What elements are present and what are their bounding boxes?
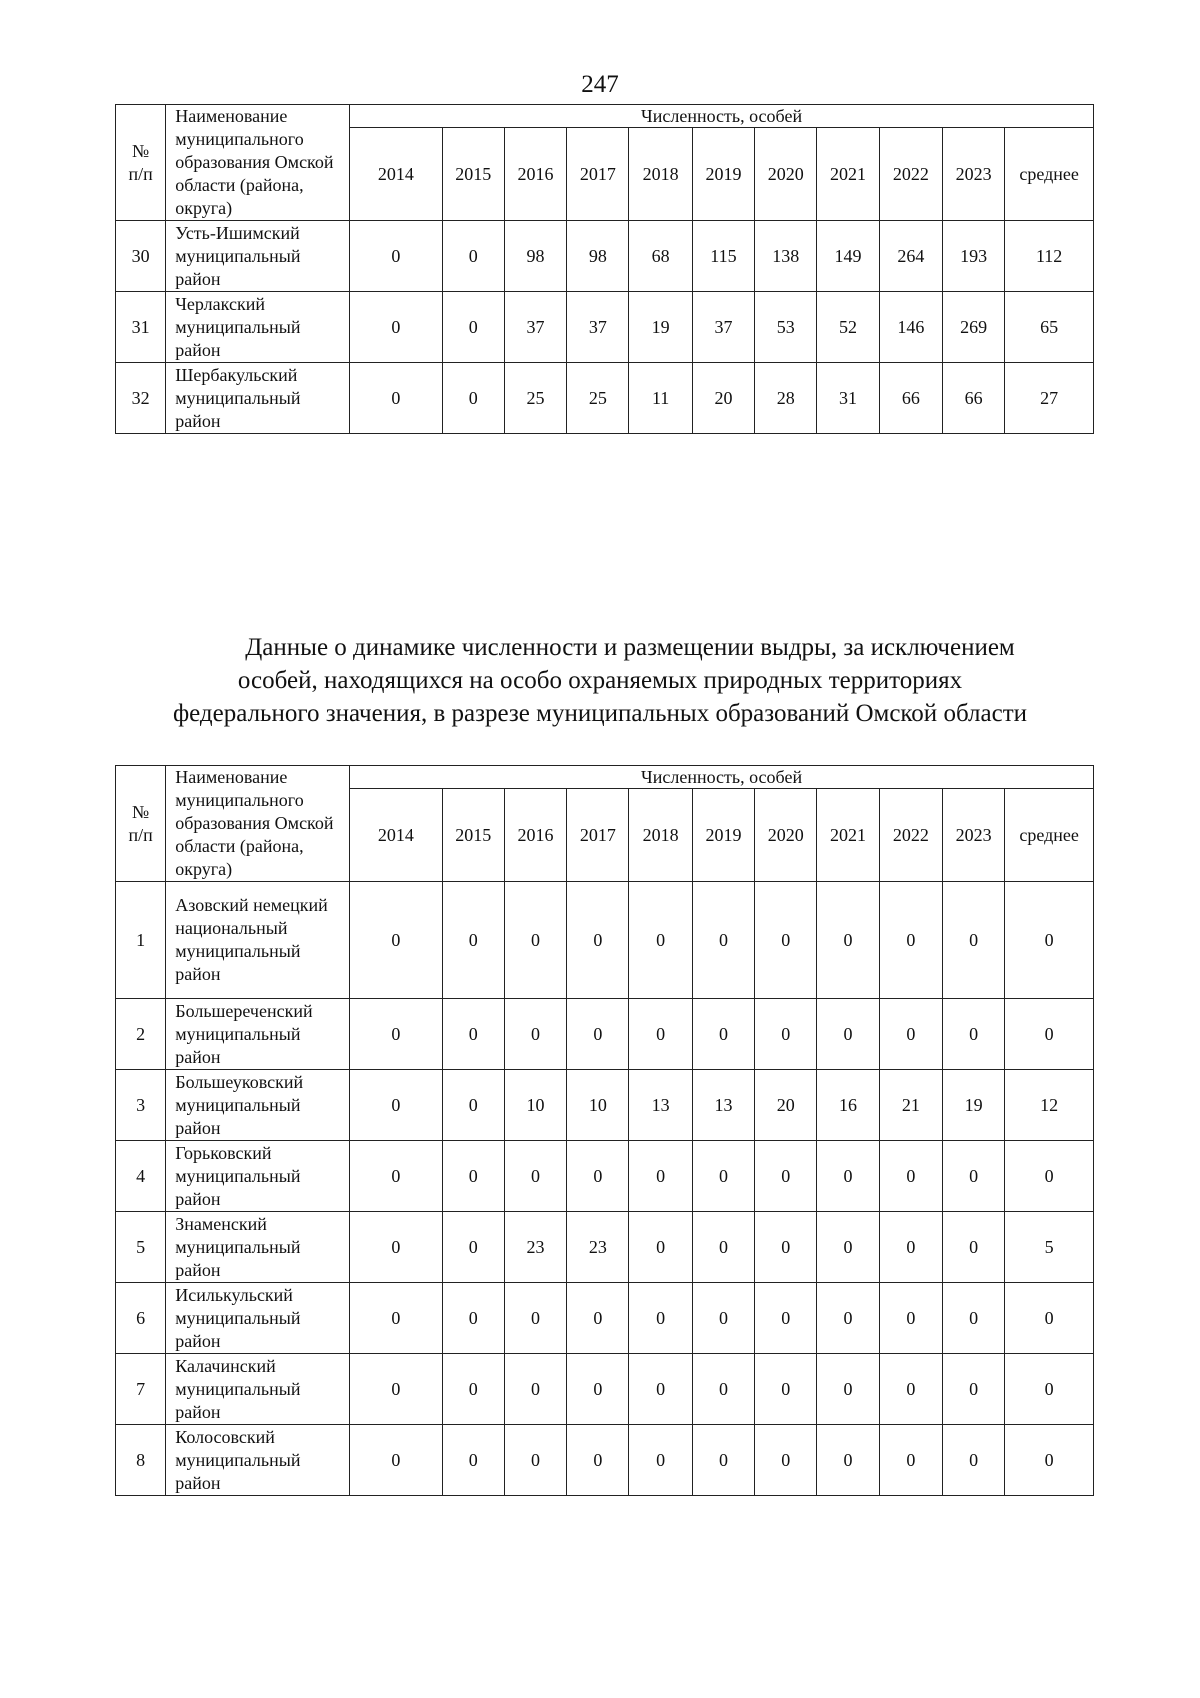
value-cell: 0 [1005,882,1094,999]
value-cell: 0 [943,1425,1005,1496]
row-number: 30 [116,221,166,292]
title-line: особей, находящихся на особо охраняемых природных территориях [237,667,963,694]
table-row [116,1283,1094,1354]
year-header: 2018 [629,128,692,221]
value-cell: 0 [879,1354,942,1425]
value-cell: 0 [442,1070,504,1141]
value-cell: 0 [692,1141,754,1212]
page-number: 247 [581,71,619,98]
value-cell: 0 [442,292,504,363]
value-cell: 146 [879,292,942,363]
value-cell: 0 [943,1141,1005,1212]
value-cell: 0 [879,1141,942,1212]
value-cell: 16 [817,1070,879,1141]
value-cell: 0 [567,999,629,1070]
value-cell: 0 [567,1425,629,1496]
value-cell: 0 [755,1212,817,1283]
title-line: Данные о динамике численности и размещении выдры, за исключением [245,634,1015,661]
year-header: 2019 [692,128,754,221]
value-cell: 0 [629,1212,692,1283]
value-cell: 0 [1005,1425,1094,1496]
value-cell: 0 [350,1425,442,1496]
district-name: Калачинский муниципальный район [166,1354,350,1425]
num-header: № п/п [116,766,166,882]
table-row [116,1070,1094,1141]
value-cell: 0 [442,999,504,1070]
value-cell: 149 [817,221,879,292]
value-cell: 0 [755,1283,817,1354]
value-cell: 12 [1005,1070,1094,1141]
district-name: Большереченский муниципальный район [166,999,350,1070]
value-cell: 0 [879,1425,942,1496]
value-cell: 0 [442,882,504,999]
row-number: 5 [116,1212,166,1283]
value-cell: 10 [567,1070,629,1141]
value-cell: 0 [350,363,442,434]
value-cell: 65 [1005,292,1094,363]
district-name: Черлакский муниципальный район [166,292,350,363]
value-cell: 68 [629,221,692,292]
row-number: 32 [116,363,166,434]
row-number: 6 [116,1283,166,1354]
district-name: Знаменский муниципальный район [166,1212,350,1283]
year-header: 2022 [879,128,942,221]
value-cell: 23 [504,1212,566,1283]
row-number: 4 [116,1141,166,1212]
district-name: Усть-Ишимский муниципальный район [166,221,350,292]
value-cell: 0 [943,999,1005,1070]
year-header: 2020 [755,789,817,882]
value-cell: 0 [442,1141,504,1212]
value-cell: 138 [755,221,817,292]
value-cell: 0 [504,1425,566,1496]
value-cell: 0 [629,1425,692,1496]
year-header: 2022 [879,789,942,882]
value-cell: 13 [692,1070,754,1141]
year-header: 2014 [350,128,442,221]
value-cell: 0 [1005,1283,1094,1354]
title-line: федерального значения, в разрезе муниципальных образований Омской области [172,700,1028,727]
value-cell: 0 [442,1425,504,1496]
table-row [116,999,1094,1070]
value-cell: 11 [629,363,692,434]
row-number: 7 [116,1354,166,1425]
value-cell: 0 [350,999,442,1070]
value-cell: 0 [442,1212,504,1283]
value-cell: 98 [504,221,566,292]
value-cell: 0 [629,1354,692,1425]
value-cell: 20 [755,1070,817,1141]
year-header: 2014 [350,789,442,882]
value-cell: 21 [879,1070,942,1141]
value-cell: 0 [350,221,442,292]
value-cell: 0 [567,1283,629,1354]
value-cell: 31 [817,363,879,434]
value-cell: 0 [943,1354,1005,1425]
value-cell: 0 [943,882,1005,999]
value-cell: 0 [504,882,566,999]
value-cell: 0 [817,1425,879,1496]
population-table-1 [115,104,1094,434]
value-cell: 0 [1005,1354,1094,1425]
value-cell: 115 [692,221,754,292]
table-row [116,292,1094,363]
value-cell: 0 [350,1070,442,1141]
value-cell: 98 [567,221,629,292]
value-cell: 19 [943,1070,1005,1141]
district-name: Исилькульский муниципальный район [166,1283,350,1354]
value-cell: 0 [504,1283,566,1354]
value-cell: 0 [692,1283,754,1354]
value-cell: 0 [442,1354,504,1425]
name-header: Наименование муниципального образования Омской области (района, округа) [166,766,350,882]
year-header: 2015 [442,789,504,882]
row-number: 1 [116,882,166,999]
year-header: 2023 [943,789,1005,882]
year-header: 2017 [567,128,629,221]
year-header: 2021 [817,789,879,882]
row-number: 2 [116,999,166,1070]
value-cell: 0 [567,1354,629,1425]
value-cell: 0 [629,1283,692,1354]
value-cell: 0 [817,1141,879,1212]
value-cell: 0 [755,1141,817,1212]
value-cell: 0 [442,363,504,434]
value-cell: 0 [629,882,692,999]
value-cell: 25 [504,363,566,434]
year-header: 2016 [504,789,566,882]
value-cell: 0 [442,221,504,292]
table-row [116,1354,1094,1425]
value-cell: 0 [350,1141,442,1212]
value-cell: 0 [817,1212,879,1283]
year-header: 2019 [692,789,754,882]
table-row [116,1212,1094,1283]
value-cell: 0 [504,1141,566,1212]
value-cell: 0 [504,1354,566,1425]
value-cell: 0 [755,882,817,999]
value-cell: 66 [943,363,1005,434]
district-name: Азовский немецкий национальный муниципальный район [166,882,350,999]
group-header: Численность, особей [350,766,1094,789]
value-cell: 25 [567,363,629,434]
value-cell: 0 [350,292,442,363]
value-cell: 20 [692,363,754,434]
value-cell: 53 [755,292,817,363]
value-cell: 269 [943,292,1005,363]
value-cell: 0 [879,1283,942,1354]
value-cell: 0 [817,882,879,999]
value-cell: 112 [1005,221,1094,292]
value-cell: 0 [504,999,566,1070]
table-row [116,882,1094,999]
table-row [116,363,1094,434]
value-cell: 0 [755,1354,817,1425]
district-name: Колосовский муниципальный район [166,1425,350,1496]
value-cell: 0 [350,1354,442,1425]
year-header: 2017 [567,789,629,882]
value-cell: 0 [755,1425,817,1496]
value-cell: 0 [755,999,817,1070]
value-cell: 0 [567,882,629,999]
year-header: 2023 [943,128,1005,221]
value-cell: 0 [692,1212,754,1283]
value-cell: 0 [350,882,442,999]
value-cell: 0 [817,1283,879,1354]
value-cell: 5 [1005,1212,1094,1283]
value-cell: 0 [692,882,754,999]
table-row [116,1141,1094,1212]
value-cell: 0 [943,1283,1005,1354]
value-cell: 193 [943,221,1005,292]
value-cell: 0 [692,1425,754,1496]
value-cell: 66 [879,363,942,434]
value-cell: 0 [943,1212,1005,1283]
population-table-2 [115,765,1094,1496]
value-cell: 27 [1005,363,1094,434]
value-cell: 0 [1005,999,1094,1070]
year-header: среднее [1005,128,1094,221]
value-cell: 0 [879,882,942,999]
section-title [0,631,1200,730]
district-name: Шербакульский муниципальный район [166,363,350,434]
year-header: 2015 [442,128,504,221]
value-cell: 19 [629,292,692,363]
name-header: Наименование муниципального образования Омской области (района, округа) [166,105,350,221]
value-cell: 0 [817,1354,879,1425]
value-cell: 0 [629,1141,692,1212]
value-cell: 37 [567,292,629,363]
row-number: 8 [116,1425,166,1496]
year-header: 2020 [755,128,817,221]
value-cell: 0 [350,1283,442,1354]
group-header: Численность, особей [350,105,1094,128]
year-header: 2018 [629,789,692,882]
value-cell: 0 [879,999,942,1070]
value-cell: 264 [879,221,942,292]
value-cell: 0 [817,999,879,1070]
value-cell: 13 [629,1070,692,1141]
value-cell: 0 [692,999,754,1070]
value-cell: 0 [692,1354,754,1425]
value-cell: 10 [504,1070,566,1141]
value-cell: 52 [817,292,879,363]
row-number: 31 [116,292,166,363]
year-header: 2021 [817,128,879,221]
value-cell: 23 [567,1212,629,1283]
value-cell: 0 [1005,1141,1094,1212]
year-header: 2016 [504,128,566,221]
num-header: № п/п [116,105,166,221]
value-cell: 37 [504,292,566,363]
value-cell: 0 [442,1283,504,1354]
value-cell: 0 [879,1212,942,1283]
value-cell: 0 [567,1141,629,1212]
value-cell: 37 [692,292,754,363]
value-cell: 0 [350,1212,442,1283]
table-row [116,1425,1094,1496]
value-cell: 0 [629,999,692,1070]
district-name: Большеуковский муниципальный район [166,1070,350,1141]
value-cell: 28 [755,363,817,434]
year-header: среднее [1005,789,1094,882]
row-number: 3 [116,1070,166,1141]
district-name: Горьковский муниципальный район [166,1141,350,1212]
table-row [116,221,1094,292]
